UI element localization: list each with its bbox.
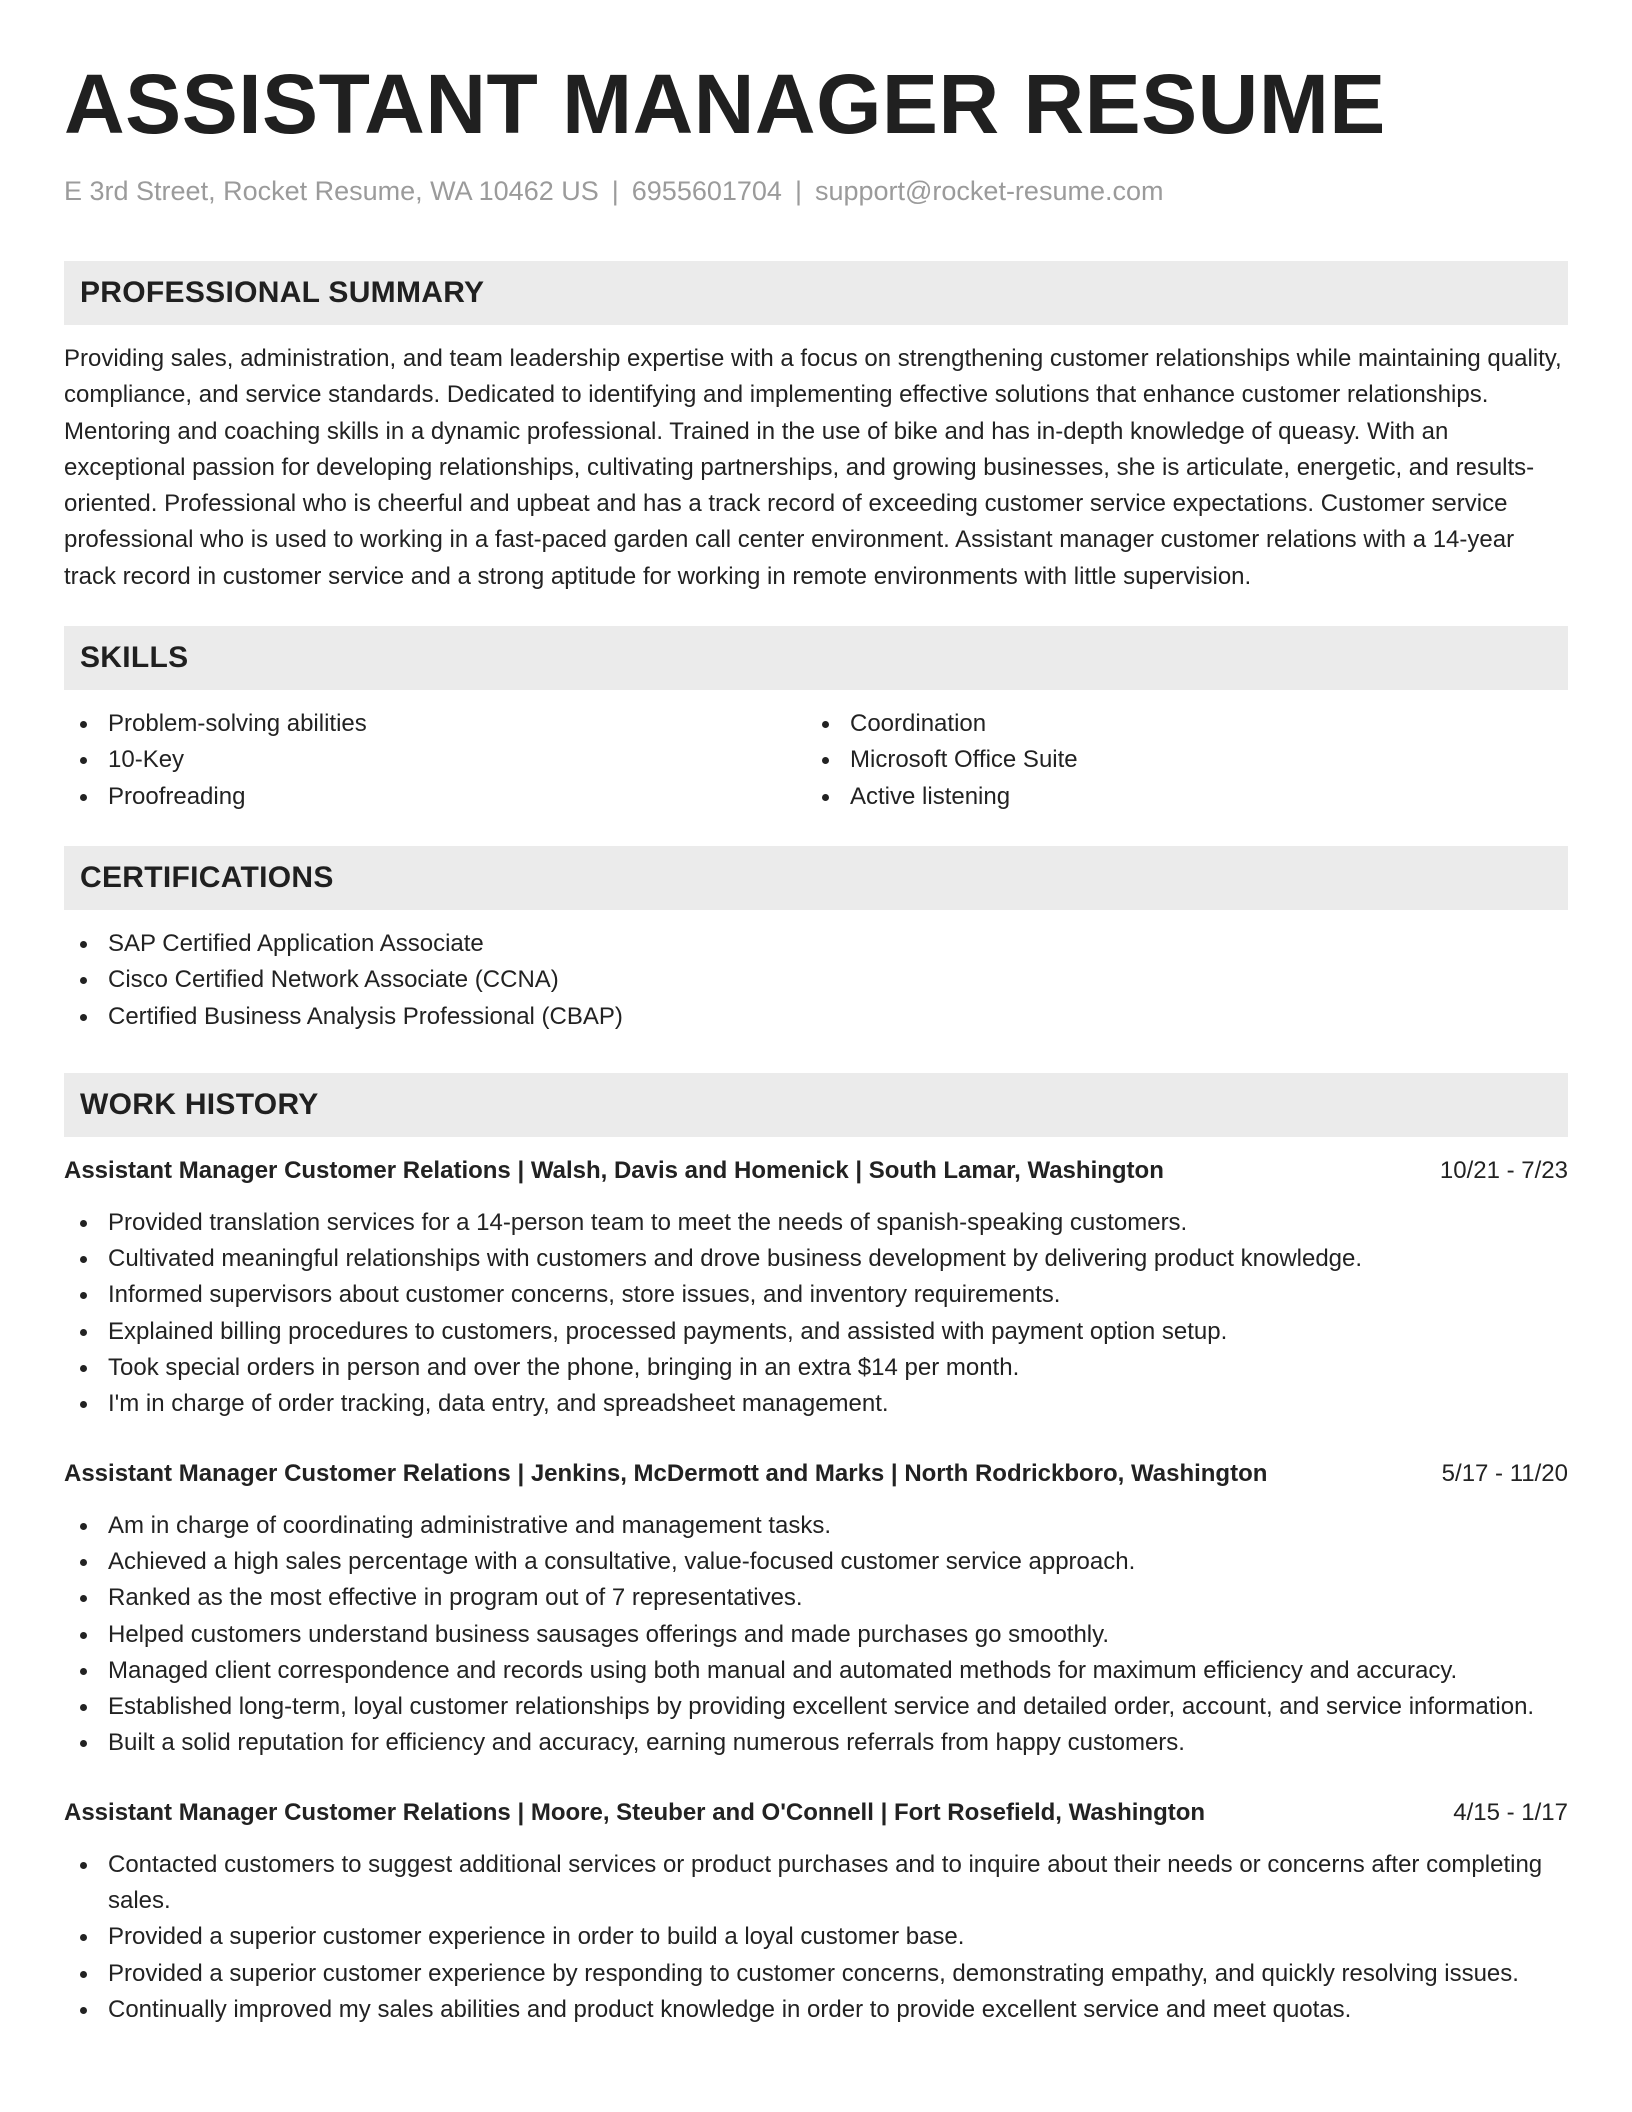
job-bullets xyxy=(64,1508,1568,1762)
skill-item: Microsoft Office Suite xyxy=(806,742,1548,778)
contact-line xyxy=(64,174,1568,208)
job-bullet: Achieved a high sales percentage with a consultative, value-focused customer service approach. xyxy=(64,1544,1568,1580)
job-bullet: Cultivated meaningful relationships with customers and drove business development by delivering product knowledge. xyxy=(64,1241,1568,1277)
work-history-heading: WORK HISTORY xyxy=(64,1073,1568,1137)
job-title: Assistant Manager Customer Relations | Walsh, Davis and Homenick | South Lamar, Washington xyxy=(64,1156,1164,1184)
job-bullets xyxy=(64,1205,1568,1423)
work-history-section xyxy=(64,1073,1568,2028)
summary-heading: PROFESSIONAL SUMMARY xyxy=(64,261,1568,325)
skill-item: Active listening xyxy=(806,779,1548,815)
job-bullet: Informed supervisors about customer concerns, store issues, and inventory requirements. xyxy=(64,1277,1568,1313)
job-entry xyxy=(64,1795,1568,2028)
job-dates: 10/21 - 7/23 xyxy=(1439,1156,1568,1184)
job-bullet: Ranked as the most effective in program out of 7 representatives. xyxy=(64,1580,1568,1616)
contact-separator: | xyxy=(794,176,802,206)
skills-grid xyxy=(64,706,1568,815)
contact-email[interactable]: support@rocket-resume.com xyxy=(814,176,1164,206)
certification-item: Certified Business Analysis Professional (CBAP) xyxy=(64,999,1568,1035)
job-bullet: I'm in charge of order tracking, data entry, and spreadsheet management. xyxy=(64,1386,1568,1422)
skill-item: Coordination xyxy=(806,706,1548,742)
job-bullet: Provided a superior customer experience in order to build a loyal customer base. xyxy=(64,1919,1568,1955)
job-bullets xyxy=(64,1847,1568,2028)
skill-item: 10-Key xyxy=(64,742,806,778)
certification-item: Cisco Certified Network Associate (CCNA) xyxy=(64,962,1568,998)
job-entry xyxy=(64,1153,1568,1423)
certifications-heading: CERTIFICATIONS xyxy=(64,846,1568,910)
contact-separator: | xyxy=(611,176,619,206)
resume-title: ASSISTANT MANAGER RESUME xyxy=(64,57,1386,151)
certifications-section xyxy=(64,846,1568,1035)
skills-column-left xyxy=(64,706,806,815)
skills-heading: SKILLS xyxy=(64,626,1568,690)
job-header xyxy=(64,1456,1568,1492)
job-bullet: Provided a superior customer experience by responding to customer concerns, demonstrating empathy, and quickly resolving issues. xyxy=(64,1956,1568,1992)
job-bullet: Contacted customers to suggest additional services or product purchases and to inquire about their needs or concerns after completing sales. xyxy=(64,1847,1568,1920)
job-bullet: Provided translation services for a 14-person team to meet the needs of spanish-speaking customers. xyxy=(64,1205,1568,1241)
job-bullet: Am in charge of coordinating administrative and management tasks. xyxy=(64,1508,1568,1544)
contact-address: E 3rd Street, Rocket Resume, WA 10462 US xyxy=(64,176,599,206)
summary-section xyxy=(64,261,1568,595)
job-header xyxy=(64,1153,1568,1189)
certifications-list xyxy=(64,926,1568,1035)
job-bullet: Established long-term, loyal customer relationships by providing excellent service and detailed order, account, and service information. xyxy=(64,1689,1568,1725)
skill-item: Problem-solving abilities xyxy=(64,706,806,742)
job-header xyxy=(64,1795,1568,1831)
summary-text: Providing sales, administration, and team leadership expertise with a focus on strengthening customer relationships while maintaining quality, compliance, and service standards. Dedicated to identifying and implementing effective solutions that enhance customer relationships. Mentoring and coaching skills in a dynamic professional. Trained in the use of bike and has in-depth knowledge of queasy. With an exceptional passion for developing relationships, cultivating partnerships, and growing businesses, she is articulate, energetic, and results-oriented. Professional who is cheerful and upbeat and has a track record of exceeding customer service expectations. Customer service professional who is used to working in a fast-paced garden call center environment. Assistant manager customer relations with a 14-year track record in customer service and a strong aptitude for working in remote environments with little supervision. xyxy=(64,345,1562,590)
job-bullet: Built a solid reputation for efficiency and accuracy, earning numerous referrals from happy customers. xyxy=(64,1725,1568,1761)
job-title: Assistant Manager Customer Relations | Moore, Steuber and O'Connell | Fort Rosefield, Washington xyxy=(64,1798,1206,1826)
job-dates: 4/15 - 1/17 xyxy=(1453,1798,1568,1826)
resume-page xyxy=(64,56,1568,2028)
job-entry xyxy=(64,1456,1568,1762)
skills-section xyxy=(64,626,1568,815)
job-bullet: Took special orders in person and over the phone, bringing in an extra $14 per month. xyxy=(64,1350,1568,1386)
skill-item: Proofreading xyxy=(64,779,806,815)
certification-item: SAP Certified Application Associate xyxy=(64,926,1568,962)
job-title: Assistant Manager Customer Relations | Jenkins, McDermott and Marks | North Rodrickboro, Washington xyxy=(64,1459,1268,1487)
skills-column-right xyxy=(806,706,1548,815)
job-bullet: Managed client correspondence and records using both manual and automated methods for maximum efficiency and accuracy. xyxy=(64,1653,1568,1689)
job-bullet: Explained billing procedures to customers, processed payments, and assisted with payment option setup. xyxy=(64,1314,1568,1350)
job-bullet: Helped customers understand business sausages offerings and made purchases go smoothly. xyxy=(64,1617,1568,1653)
job-dates: 5/17 - 11/20 xyxy=(1441,1459,1568,1487)
contact-phone: 6955601704 xyxy=(631,176,782,206)
job-bullet: Continually improved my sales abilities and product knowledge in order to provide excellent service and meet quotas. xyxy=(64,1992,1568,2028)
